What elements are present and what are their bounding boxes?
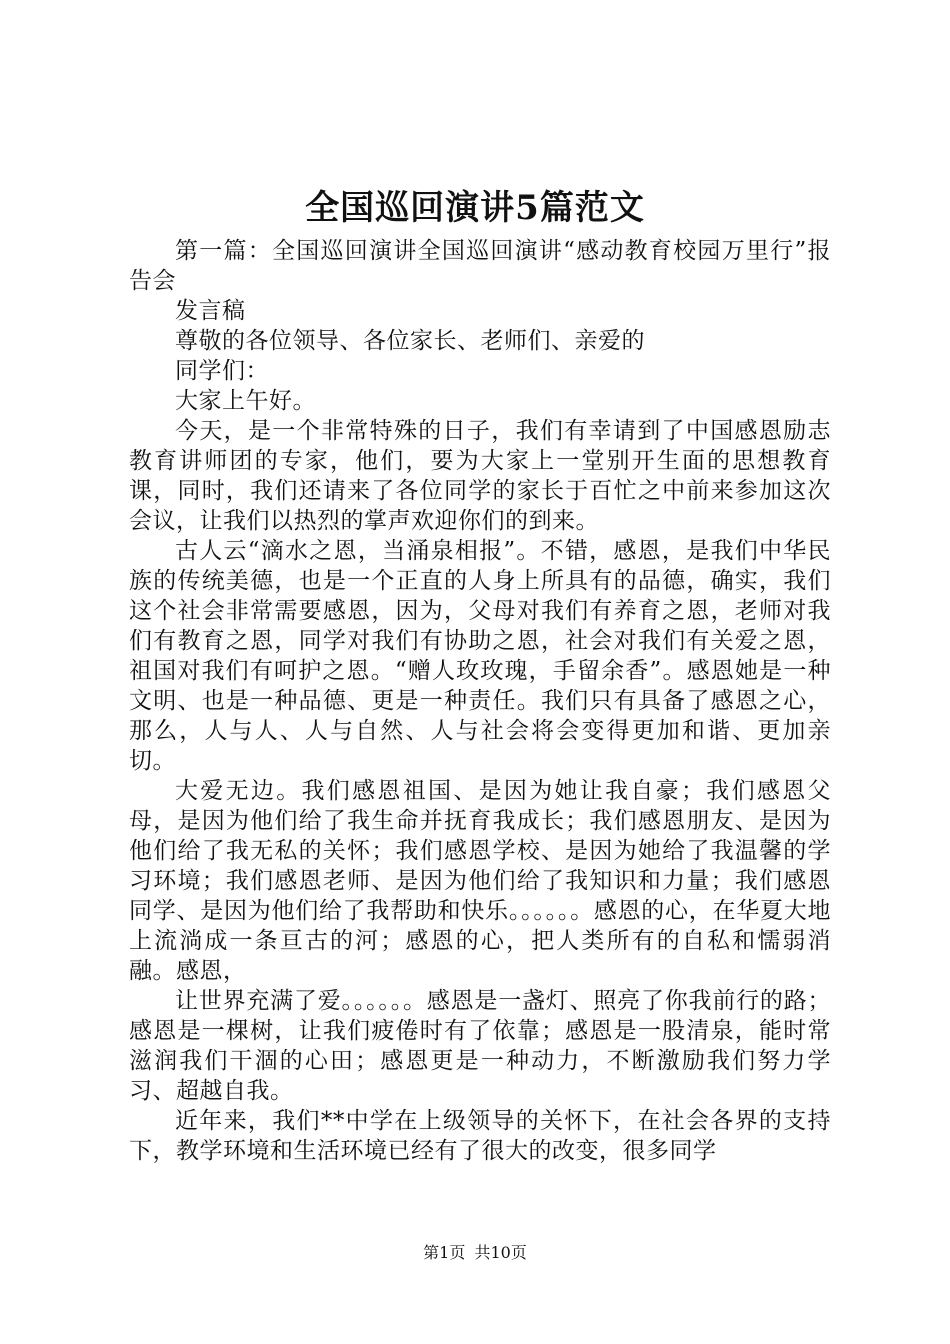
document-body bbox=[129, 236, 831, 1166]
page-footer bbox=[0, 1242, 950, 1264]
paragraph: 让世界充满了爱。。。。。。感恩是一盏灯、照亮了你我前行的路；感恩是一棵树，让我们疲倦时有了依靠；感恩是一股清泉，能时常滋润我们干涸的心田；感恩更是一种动力，不断激励我们努力学习、超越自我。 bbox=[129, 988, 831, 1104]
paragraph: 近年来，我们**中学在上级领导的关怀下，在社会各界的支持下，教学环境和生活环境已经有了很大的改变，很多同学 bbox=[129, 1108, 831, 1164]
paragraph: 发言稿 bbox=[175, 298, 246, 324]
paragraph: 古人云“滴水之恩，当涌泉相报”。不错，感恩，是我们中华民族的传统美德，也是一个正直的人身上所具有的品德，确实，我们这个社会非常需要感恩，因为，父母对我们有养育之恩，老师对我们有教育之恩，同学对我们有协助之恩，社会对我们有关爱之恩，祖国对我们有呵护之恩。“赠人玫玫瑰，手留余香”。感恩她是一种文明、也是一种品德、更是一种责任。我们只有具备了感恩之心，那么，人与人、人与自然、人与社会将会变得更加和谐、更加亲切。 bbox=[129, 538, 831, 774]
paragraph: 同学们： bbox=[175, 358, 269, 384]
paragraph: 第一篇：全国巡回演讲全国巡回演讲“感动教育校园万里行”报告会 bbox=[129, 238, 831, 294]
paragraph: 尊敬的各位领导、各位家长、老师们、亲爱的 bbox=[175, 328, 645, 354]
paragraph: 大家上午好。 bbox=[175, 388, 316, 414]
page-total: 共10页 bbox=[474, 1243, 527, 1262]
document-title: 全国巡回演讲5篇范文 bbox=[305, 188, 645, 228]
paragraph: 今天，是一个非常特殊的日子，我们有幸请到了中国感恩励志教育讲师团的专家，他们，要为大家上一堂别开生面的思想教育课，同时，我们还请来了各位同学的家长于百忙之中前来参加这次会议，让我们以热烈的掌声欢迎你们的到来。 bbox=[129, 418, 831, 534]
paragraph: 大爱无边。我们感恩祖国、是因为她让我自豪；我们感恩父母，是因为他们给了我生命并抚育我成长；我们感恩朋友、是因为他们给了我无私的关怀；我们感恩学校、是因为她给了我温馨的学习环境；我们感恩老师、是因为他们给了我知识和力量；我们感恩同学、是因为他们给了我帮助和快乐。。。。。。感恩的心，在华夏大地上流淌成一条亘古的河；感恩的心，把人类所有的自私和懦弱消融。感恩， bbox=[129, 778, 831, 984]
page-number: 第1页 bbox=[423, 1243, 466, 1262]
